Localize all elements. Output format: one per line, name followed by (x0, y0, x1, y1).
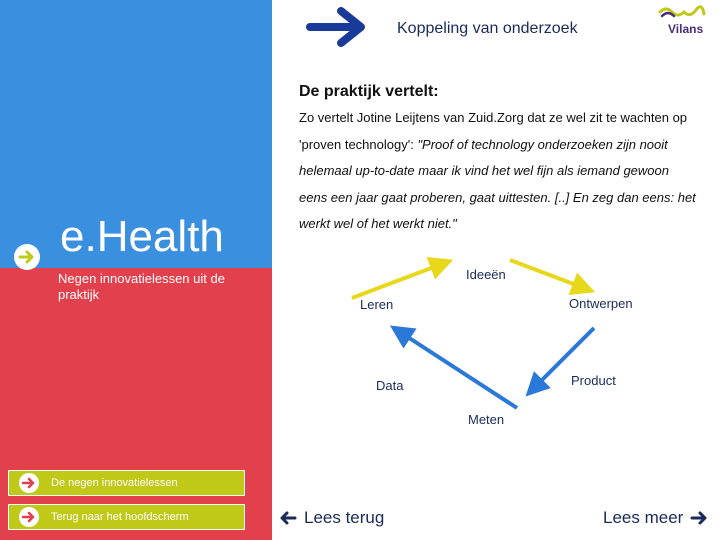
more-link-label: Lees meer (603, 508, 684, 527)
arrow-right-icon (19, 507, 39, 527)
arrow-right-icon (305, 5, 369, 54)
back-link-label: Lees terug (304, 508, 385, 527)
nav-button-innovatielessen[interactable] (8, 470, 245, 496)
arrow-right-icon (689, 510, 709, 526)
quote-paragraph (299, 105, 699, 238)
cycle-stage-product: Product (571, 373, 616, 388)
back-link[interactable] (278, 508, 384, 528)
arrow-product-data (400, 332, 517, 408)
arrow-right-icon (19, 473, 39, 493)
cycle-stage-data: Data (376, 378, 404, 393)
arrow-right-icon (14, 244, 40, 270)
section-title: De praktijk vertelt: (299, 83, 439, 100)
nav-button-hoofdscherm[interactable] (8, 504, 245, 530)
sidebar-title: e.Health (60, 212, 224, 261)
cycle-stage-leren: Leren (360, 297, 394, 312)
arrow-leren-ideeen (352, 264, 442, 298)
logo-text: Vilans (668, 22, 704, 36)
nav-button-label: De negen innovatielessen (51, 477, 178, 489)
cycle-stage-ideeen: Ideeën (466, 267, 506, 282)
cycle-stage-ontwerpen: Ontwerpen (569, 296, 633, 311)
intro-text: Zo vertelt Jotine Leijtens van Zuid.Zorg dat ze wel zit te wachten op 'proven technology': (299, 110, 688, 152)
arrow-left-icon (278, 510, 298, 526)
cycle-stage-meten: Meten (468, 412, 505, 427)
more-link[interactable] (603, 508, 709, 528)
quote-text: "Proof of technology onderzoeken zijn nooit helemaal up-to-date maar ik vind het wel fijn als iemand gewoon eens een jaar gaat proberen, gaat uittesten. [..] En zeg dan eens: het werkt wel of het werkt niet." (299, 136, 696, 231)
sidebar-subtitle: Negen innovatielessen uit de praktijk (58, 271, 225, 302)
arrow-ideeen-ontwerpen (510, 260, 584, 288)
sidebar-bottom-panel (0, 268, 272, 540)
nav-button-label: Terug naar het hoofdscherm (51, 511, 189, 523)
page-title: Koppeling van onderzoek (397, 20, 578, 37)
